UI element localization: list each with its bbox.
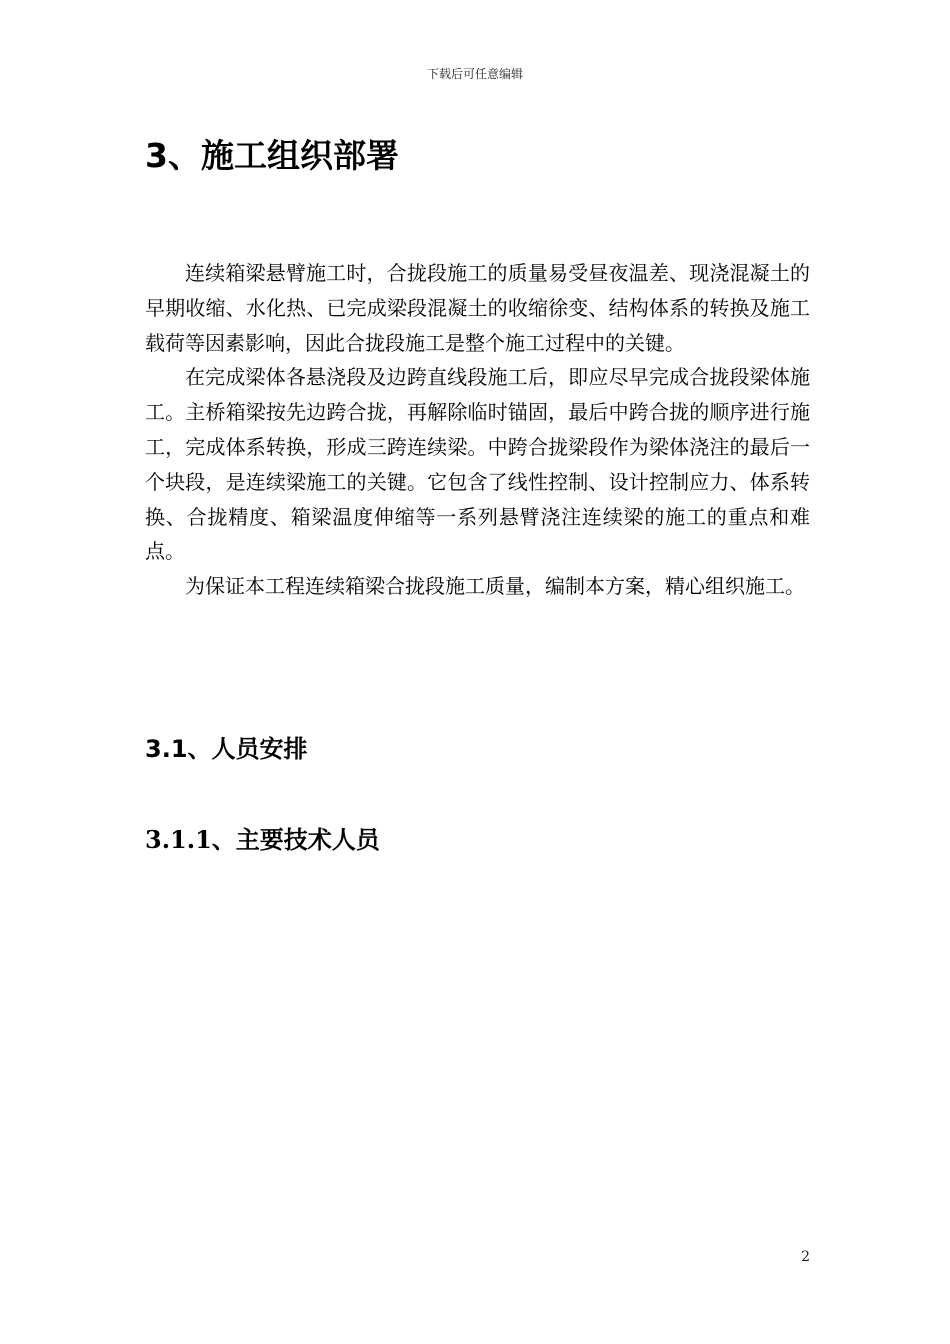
paragraph: 连续箱梁悬臂施工时，合拢段施工的质量易受昼夜温差、现浇混凝土的早期收缩、水化热、已完成梁段混凝土的收缩徐变、结构体系的转换及施工载荷等因素影响，因此合拢段施工是整个施工过程中的关键。	[145, 261, 810, 355]
body-text	[145, 256, 810, 604]
section-heading: 3、施工组织部署	[145, 136, 399, 175]
subsubsection-heading: 3.1.1、主要技术人员	[145, 825, 380, 854]
page-number: 2	[801, 1249, 810, 1265]
subsection-heading: 3.1、人员安排	[145, 735, 308, 763]
paragraph: 在完成梁体各悬浇段及边跨直线段施工后，即应尽早完成合拢段梁体施工。主桥箱梁按先边跨合拢，再解除临时锚固，最后中跨合拢的顺序进行施工，完成体系转换，形成三跨连续梁。中跨合拢梁段作为梁体浇注的最后一个块段，是连续梁施工的关键。它包含了线性控制、设计控制应力、体系转换、合拢精度、箱梁温度伸缩等一系列悬臂浇注连续梁的施工的重点和难点。	[145, 365, 810, 564]
header-note: 下载后可任意编辑	[426, 67, 523, 81]
paragraph: 为保证本工程连续箱梁合拢段施工质量，编制本方案，精心组织施工。	[185, 574, 805, 599]
